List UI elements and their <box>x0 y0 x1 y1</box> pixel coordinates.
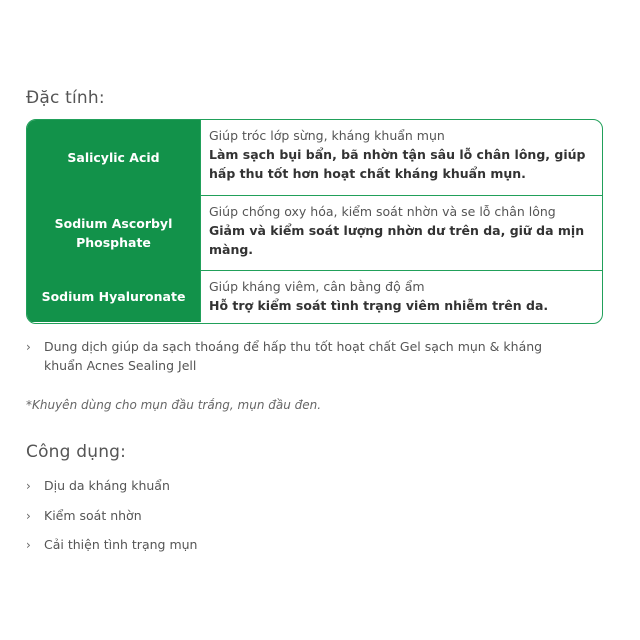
recommendation-note: *Khuyên dùng cho mụn đầu trắng, mụn đầu đen. <box>26 398 322 412</box>
feature-bullet-text: Dung dịch giúp da sạch thoáng để hấp thu tốt hoạt chất Gel sạch mụn & kháng khuẩn Acnes Sealing Jell <box>44 339 543 373</box>
ingredient-description <box>201 196 602 270</box>
chevron-right-icon: › <box>26 538 31 552</box>
ingredient-detail: Làm sạch bụi bẩn, bã nhờn tận sâu lỗ chân lông, giúp hấp thu tốt hơn hoạt chất kháng khuẩn mụn. <box>209 147 586 181</box>
list-item <box>26 506 142 526</box>
use-item-text: Cải thiện tình trạng mụn <box>44 537 198 552</box>
list-item <box>26 535 197 555</box>
ingredient-detail: Giảm và kiểm soát lượng nhờn dư trên da, giữ da mịn màng. <box>209 223 585 257</box>
table-row <box>27 196 602 271</box>
chevron-right-icon: › <box>26 340 31 354</box>
section-title-properties: Đặc tính: <box>26 88 105 108</box>
ingredients-table <box>26 119 603 324</box>
ingredient-description <box>201 120 602 195</box>
use-item-text: Kiểm soát nhờn <box>44 508 142 523</box>
list-item <box>26 476 170 496</box>
ingredient-effect: Giúp tróc lớp sừng, kháng khuẩn mụn <box>209 128 445 143</box>
chevron-right-icon: › <box>26 479 31 493</box>
ingredient-detail: Hỗ trợ kiểm soát tình trạng viêm nhiễm trên da. <box>209 298 549 313</box>
ingredient-name: Sodium Ascorbyl Phosphate <box>27 196 201 272</box>
ingredient-description <box>201 271 602 322</box>
section-title-uses: Công dụng: <box>26 442 127 462</box>
table-row <box>27 120 602 196</box>
ingredient-effect: Giúp chống oxy hóa, kiểm soát nhờn và se lỗ chân lông <box>209 204 556 219</box>
table-row <box>27 271 602 322</box>
ingredient-name: Salicylic Acid <box>27 120 201 197</box>
use-item-text: Dịu da kháng khuẩn <box>44 478 170 493</box>
ingredient-effect: Giúp kháng viêm, cân bằng độ ẩm <box>209 279 425 294</box>
ingredient-name: Sodium Hyaluronate <box>27 271 201 322</box>
chevron-right-icon: › <box>26 509 31 523</box>
feature-bullet <box>26 337 586 375</box>
